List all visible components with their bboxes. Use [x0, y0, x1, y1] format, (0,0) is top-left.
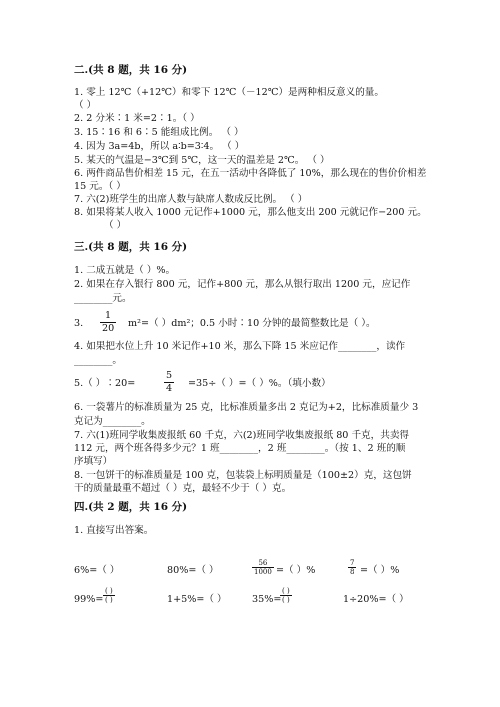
s2-item-5: 5. 某天的气温是−3℃到 5℃，这一天的温差是 2℃。 （ ）: [74, 155, 330, 166]
s2-item-4: 4. 因为 3a=4b，所以 a∶b=3∶4。 （ ）: [74, 141, 245, 152]
fraction-denominator: 8: [350, 568, 355, 576]
s3-q2-cont: ________元。: [74, 293, 132, 304]
s3-q1: 1. 二成五就是（ ）%。: [74, 265, 176, 276]
s3-q7-cont: 112 元，两个班各得多少元？1 班________，2 班________。（按 1、2 班的顺: [74, 443, 406, 454]
s4-r2-c1-left: 99%=: [74, 594, 104, 605]
s3-q5-left: 5.（ ）∶20=: [74, 378, 136, 389]
s3-q3-fraction: [100, 310, 116, 335]
s3-q5-fraction: [164, 370, 174, 395]
s4-r1-c4-fraction: [348, 559, 356, 576]
s4-r2-c2: 1+5%=（ ）: [167, 594, 227, 605]
fraction-numerator: 1: [100, 310, 116, 323]
fraction-numerator: ( ): [105, 587, 113, 595]
s3-q3-number: 3.: [74, 318, 84, 329]
fraction-denominator: 1000: [254, 568, 272, 576]
s2-item-1-answer: （ ）: [74, 100, 97, 111]
s3-q8: 8. 一包饼干的标准质量是 100 克，包装袋上标明质量是（100±2）克，这包饼: [74, 470, 412, 481]
fraction-numerator: 5: [166, 370, 173, 381]
s3-q4-cont: ________。: [74, 355, 122, 366]
s2-item-6-cont: 15 元。（ ）: [74, 181, 126, 192]
s3-q5-right: =35÷（ ）=（ ）%。（填小数）: [188, 378, 331, 389]
s2-item-3: 3. 15∶16 和 6∶5 能组成比例。 （ ）: [74, 127, 244, 138]
s2-item-8: 8. 如果将某人收入 1000 元记作+1000 元，那么他支出 200 元就记作−200 元。: [74, 207, 427, 218]
section-2-heading: 二.(共 8 题，共 16 分): [74, 64, 188, 76]
s3-q2: 2. 如果在存入银行 800 元，记作+800 元，那么从银行取出 1200 元，应记作: [74, 279, 411, 290]
s3-q4: 4. 如果把水位上升 10 米记作+10 米，那么下降 15 米应记作________，读作: [74, 341, 406, 352]
fraction-numerator: 56: [252, 559, 274, 568]
s4-r1-c2: 80%=（ ）: [167, 565, 219, 576]
fraction-denominator: ( ): [282, 596, 290, 604]
s3-q3: m²=（ ）dm²；0.5 小时∶10 分钟的最简整数比是（ ）。: [128, 318, 376, 329]
s2-item-8-answer: （ ）: [104, 220, 127, 231]
s3-q7-cont-2: 序填写）: [74, 456, 113, 467]
s3-q8-cont: 干的质量最重不超过（ ）克，最轻不少于（ ）克。: [74, 483, 292, 494]
s4-r1-c3-fraction: [252, 559, 274, 576]
s2-item-1: 1. 零上 12℃（+12℃）和零下 12℃（－12℃）是两种相反意义的量。: [74, 87, 384, 98]
s4-r2-c1-fraction: [103, 587, 115, 604]
s4-r1-c3: =（ ）%: [276, 565, 316, 576]
fraction-denominator: 4: [166, 383, 173, 394]
s3-q6-cont: 克记为________。: [74, 416, 151, 427]
s2-item-7: 7. 六(2)班学生的出席人数与缺席人数成反比例。 （ ）: [74, 194, 308, 205]
fraction-denominator: ( ): [105, 596, 113, 604]
s4-r2-c3-left: 35%=: [252, 594, 282, 605]
s4-intro: 1. 直接写出答案。: [74, 525, 154, 536]
s3-q7: 7. 六(1)班同学收集废报纸 60 千克，六(2)班同学收集废报纸 80 千克，共卖得: [74, 430, 410, 441]
fraction-numerator: ( ): [282, 587, 290, 595]
s4-r1-c1: 6%=（ ）: [74, 565, 120, 576]
s4-r2-c3-fraction: [280, 587, 292, 604]
s4-r1-c4: =（ ）%: [360, 565, 400, 576]
s3-q6: 6. 一袋薯片的标准质量为 25 克，比标准质量多出 2 克记为+2，比标准质量少 3: [74, 402, 419, 413]
fraction-denominator: 20: [102, 323, 115, 334]
s4-r2-c4: 1÷20%=（ ）: [343, 594, 409, 605]
fraction-numerator: 7: [350, 559, 355, 567]
s2-item-6: 6. 两件商品售价相差 15 元，在五一活动中各降低了 10%，那么现在的售价价相差: [74, 168, 427, 179]
s2-item-2: 2. 2 分米∶1 米=2∶1。（ ）: [74, 113, 200, 124]
section-3-heading: 三.(共 8 题，共 16 分): [74, 241, 188, 253]
section-4-heading: 四.(共 2 题，共 16 分): [74, 501, 188, 513]
